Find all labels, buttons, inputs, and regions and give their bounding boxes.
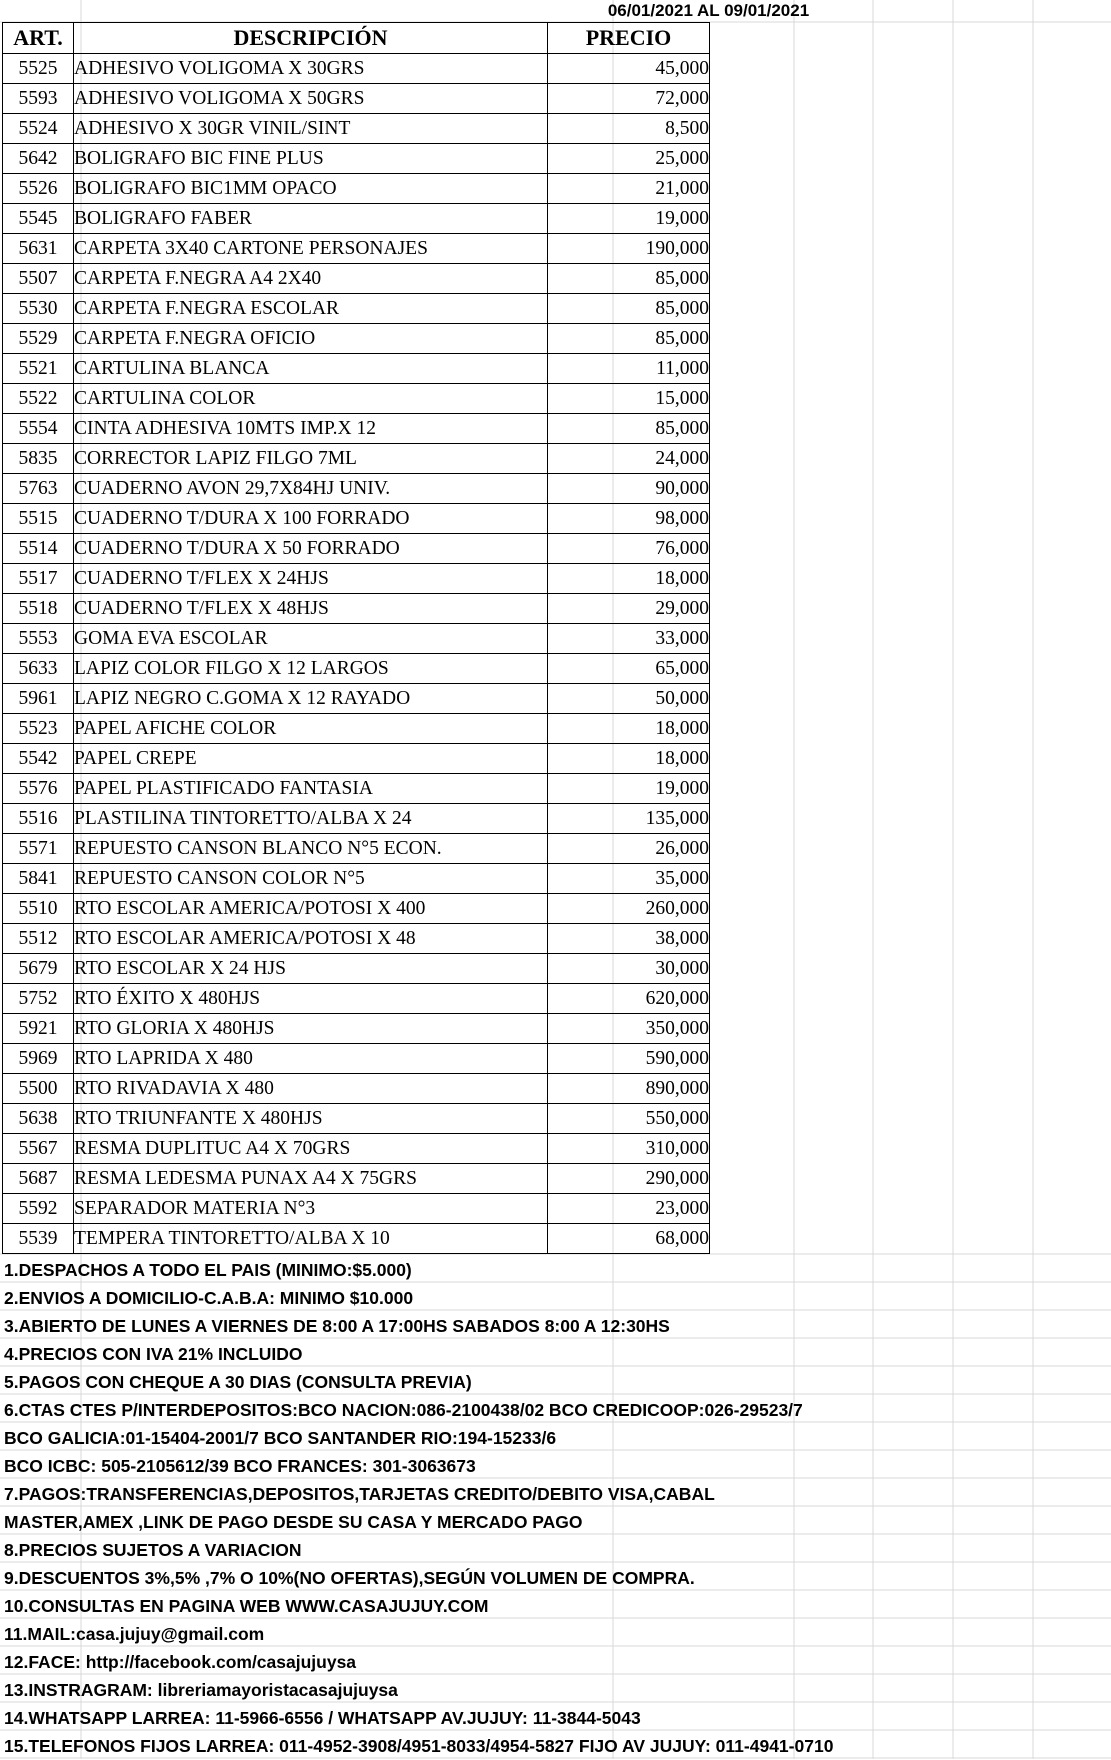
table-row bbox=[3, 294, 710, 324]
item-price: 85,000 bbox=[548, 414, 710, 444]
column-header-art: ART. bbox=[3, 23, 74, 54]
article-code: 5679 bbox=[3, 954, 74, 984]
item-price: 65,000 bbox=[548, 654, 710, 684]
item-price: 90,000 bbox=[548, 474, 710, 504]
note-line: 4.PRECIOS CON IVA 21% INCLUIDO bbox=[4, 1344, 303, 1364]
table-row bbox=[3, 414, 710, 444]
item-price: 85,000 bbox=[548, 294, 710, 324]
article-code: 5524 bbox=[3, 114, 74, 144]
article-code: 5921 bbox=[3, 1014, 74, 1044]
item-price: 260,000 bbox=[548, 894, 710, 924]
table-row bbox=[3, 534, 710, 564]
note-line: 1.DESPACHOS A TODO EL PAIS (MINIMO:$5.000) bbox=[4, 1260, 412, 1280]
table-row bbox=[3, 174, 710, 204]
table-row bbox=[3, 834, 710, 864]
item-price: 85,000 bbox=[548, 264, 710, 294]
item-price: 50,000 bbox=[548, 684, 710, 714]
item-description: CUADERNO T/FLEX X 48HJS bbox=[74, 594, 548, 624]
table-row bbox=[3, 714, 710, 744]
note-line: 2.ENVIOS A DOMICILIO-C.A.B.A: MINIMO $10.000 bbox=[4, 1288, 414, 1308]
table-row bbox=[3, 54, 710, 84]
item-description: RTO ESCOLAR AMERICA/POTOSI X 48 bbox=[74, 924, 548, 954]
item-description: CARPETA 3X40 CARTONE PERSONAJES bbox=[74, 234, 548, 264]
item-description: RTO LAPRIDA X 480 bbox=[74, 1044, 548, 1074]
table-row bbox=[3, 1224, 710, 1254]
item-price: 19,000 bbox=[548, 774, 710, 804]
table-row bbox=[3, 984, 710, 1014]
table-row bbox=[3, 444, 710, 474]
header-row bbox=[3, 23, 710, 54]
item-description: RTO ESCOLAR X 24 HJS bbox=[74, 954, 548, 984]
note-line: 13.INSTRAGRAM: libreriamayoristacasajujuysa bbox=[4, 1680, 398, 1700]
table-row bbox=[3, 324, 710, 354]
article-code: 5545 bbox=[3, 204, 74, 234]
note-line: 15.TELEFONOS FIJOS LARREA: 011-4952-3908/4951-8033/4954-5827 FIJO AV JUJUY: 011-4941-0710 bbox=[4, 1736, 834, 1756]
item-price: 68,000 bbox=[548, 1224, 710, 1254]
article-code: 5542 bbox=[3, 744, 74, 774]
article-code: 5554 bbox=[3, 414, 74, 444]
item-description: PAPEL PLASTIFICADO FANTASIA bbox=[74, 774, 548, 804]
item-description: ADHESIVO VOLIGOMA X 30GRS bbox=[74, 54, 548, 84]
article-code: 5592 bbox=[3, 1194, 74, 1224]
table-row bbox=[3, 264, 710, 294]
item-description: PLASTILINA TINTORETTO/ALBA X 24 bbox=[74, 804, 548, 834]
note-line: BCO ICBC: 505-2105612/39 BCO FRANCES: 301-3063673 bbox=[4, 1456, 476, 1476]
item-description: CORRECTOR LAPIZ FILGO 7ML bbox=[74, 444, 548, 474]
note-line: 3.ABIERTO DE LUNES A VIERNES DE 8:00 A 17:00HS SABADOS 8:00 A 12:30HS bbox=[4, 1316, 670, 1336]
table-row bbox=[3, 1074, 710, 1104]
column-header-description: DESCRIPCIÓN bbox=[74, 23, 548, 54]
table-row bbox=[3, 84, 710, 114]
item-description: CARPETA F.NEGRA ESCOLAR bbox=[74, 294, 548, 324]
item-price: 25,000 bbox=[548, 144, 710, 174]
item-description: RTO TRIUNFANTE X 480HJS bbox=[74, 1104, 548, 1134]
table-row bbox=[3, 114, 710, 144]
table-row bbox=[3, 594, 710, 624]
article-code: 5631 bbox=[3, 234, 74, 264]
item-price: 620,000 bbox=[548, 984, 710, 1014]
item-description: CINTA ADHESIVA 10MTS IMP.X 12 bbox=[74, 414, 548, 444]
table-row bbox=[3, 684, 710, 714]
table-row bbox=[3, 1194, 710, 1224]
article-code: 5571 bbox=[3, 834, 74, 864]
item-price: 45,000 bbox=[548, 54, 710, 84]
item-description: CARTULINA COLOR bbox=[74, 384, 548, 414]
article-code: 5687 bbox=[3, 1164, 74, 1194]
table-row bbox=[3, 144, 710, 174]
item-description: PAPEL CREPE bbox=[74, 744, 548, 774]
article-code: 5530 bbox=[3, 294, 74, 324]
item-price: 29,000 bbox=[548, 594, 710, 624]
table-row bbox=[3, 744, 710, 774]
table-row bbox=[3, 774, 710, 804]
table-row bbox=[3, 204, 710, 234]
item-price: 33,000 bbox=[548, 624, 710, 654]
item-description: GOMA EVA ESCOLAR bbox=[74, 624, 548, 654]
item-price: 23,000 bbox=[548, 1194, 710, 1224]
item-description: CARTULINA BLANCA bbox=[74, 354, 548, 384]
article-code: 5500 bbox=[3, 1074, 74, 1104]
article-code: 5515 bbox=[3, 504, 74, 534]
item-price: 190,000 bbox=[548, 234, 710, 264]
item-description: RTO GLORIA X 480HJS bbox=[74, 1014, 548, 1044]
item-price: 11,000 bbox=[548, 354, 710, 384]
note-line: 11.MAIL:casa.jujuy@gmail.com bbox=[4, 1624, 265, 1644]
item-price: 310,000 bbox=[548, 1134, 710, 1164]
item-description: RESMA LEDESMA PUNAX A4 X 75GRS bbox=[74, 1164, 548, 1194]
article-code: 5567 bbox=[3, 1134, 74, 1164]
note-line: 9.DESCUENTOS 3%,5% ,7% O 10%(NO OFERTAS),SEGÚN VOLUMEN DE COMPRA. bbox=[4, 1568, 695, 1588]
item-description: LAPIZ NEGRO C.GOMA X 12 RAYADO bbox=[74, 684, 548, 714]
table-row bbox=[3, 1014, 710, 1044]
note-line: 12.FACE: http://facebook.com/casajujuysa bbox=[4, 1652, 357, 1672]
table-row bbox=[3, 1104, 710, 1134]
article-code: 5512 bbox=[3, 924, 74, 954]
item-price: 30,000 bbox=[548, 954, 710, 984]
article-code: 5525 bbox=[3, 54, 74, 84]
item-price: 26,000 bbox=[548, 834, 710, 864]
table-row bbox=[3, 624, 710, 654]
item-price: 19,000 bbox=[548, 204, 710, 234]
item-price: 72,000 bbox=[548, 84, 710, 114]
article-code: 5961 bbox=[3, 684, 74, 714]
note-line: 14.WHATSAPP LARREA: 11-5966-6556 / WHATSAPP AV.JUJUY: 11-3844-5043 bbox=[4, 1708, 641, 1728]
item-price: 15,000 bbox=[548, 384, 710, 414]
date-range: 06/01/2021 AL 09/01/2021 bbox=[607, 1, 810, 20]
article-code: 5529 bbox=[3, 324, 74, 354]
table-row bbox=[3, 504, 710, 534]
item-price: 550,000 bbox=[548, 1104, 710, 1134]
item-description: BOLIGRAFO BIC FINE PLUS bbox=[74, 144, 548, 174]
item-price: 24,000 bbox=[548, 444, 710, 474]
item-price: 38,000 bbox=[548, 924, 710, 954]
table-row bbox=[3, 954, 710, 984]
note-line: BCO GALICIA:01-15404-2001/7 BCO SANTANDER RIO:194-15233/6 bbox=[4, 1428, 557, 1448]
table-row bbox=[3, 234, 710, 264]
item-description: CARPETA F.NEGRA OFICIO bbox=[74, 324, 548, 354]
article-code: 5507 bbox=[3, 264, 74, 294]
table-row bbox=[3, 1134, 710, 1164]
note-line: 8.PRECIOS SUJETOS A VARIACION bbox=[4, 1540, 302, 1560]
article-code: 5969 bbox=[3, 1044, 74, 1074]
note-line: MASTER,AMEX ,LINK DE PAGO DESDE SU CASA Y MERCADO PAGO bbox=[4, 1512, 583, 1532]
item-description: CUADERNO T/DURA X 50 FORRADO bbox=[74, 534, 548, 564]
item-description: REPUESTO CANSON BLANCO N°5 ECON. bbox=[74, 834, 548, 864]
item-price: 21,000 bbox=[548, 174, 710, 204]
item-price: 590,000 bbox=[548, 1044, 710, 1074]
item-description: PAPEL AFICHE COLOR bbox=[74, 714, 548, 744]
item-description: BOLIGRAFO FABER bbox=[74, 204, 548, 234]
table-row bbox=[3, 654, 710, 684]
note-line: 5.PAGOS CON CHEQUE A 30 DIAS (CONSULTA PREVIA) bbox=[4, 1372, 472, 1392]
article-code: 5633 bbox=[3, 654, 74, 684]
item-price: 18,000 bbox=[548, 714, 710, 744]
item-description: BOLIGRAFO BIC1MM OPACO bbox=[74, 174, 548, 204]
article-code: 5752 bbox=[3, 984, 74, 1014]
article-code: 5510 bbox=[3, 894, 74, 924]
article-code: 5576 bbox=[3, 774, 74, 804]
item-price: 290,000 bbox=[548, 1164, 710, 1194]
article-code: 5841 bbox=[3, 864, 74, 894]
item-price: 35,000 bbox=[548, 864, 710, 894]
notes-list bbox=[4, 1256, 833, 1760]
item-price: 98,000 bbox=[548, 504, 710, 534]
item-description: LAPIZ COLOR FILGO X 12 LARGOS bbox=[74, 654, 548, 684]
article-code: 5638 bbox=[3, 1104, 74, 1134]
item-price: 890,000 bbox=[548, 1074, 710, 1104]
note-line: 6.CTAS CTES P/INTERDEPOSITOS:BCO NACION:086-2100438/02 BCO CREDICOOP:026-29523/7 bbox=[4, 1400, 803, 1420]
item-description: SEPARADOR MATERIA N°3 bbox=[74, 1194, 548, 1224]
item-description: CUADERNO T/FLEX X 24HJS bbox=[74, 564, 548, 594]
article-code: 5518 bbox=[3, 594, 74, 624]
table-row bbox=[3, 1164, 710, 1194]
table-row bbox=[3, 1044, 710, 1074]
table-row bbox=[3, 864, 710, 894]
article-code: 5521 bbox=[3, 354, 74, 384]
item-description: RTO ESCOLAR AMERICA/POTOSI X 400 bbox=[74, 894, 548, 924]
item-description: CARPETA F.NEGRA A4 2X40 bbox=[74, 264, 548, 294]
note-line: 10.CONSULTAS EN PAGINA WEB WWW.CASAJUJUY.COM bbox=[4, 1596, 489, 1616]
item-price: 76,000 bbox=[548, 534, 710, 564]
note-line: 7.PAGOS:TRANSFERENCIAS,DEPOSITOS,TARJETAS CREDITO/DEBITO VISA,CABAL bbox=[4, 1484, 715, 1504]
article-code: 5642 bbox=[3, 144, 74, 174]
item-price: 135,000 bbox=[548, 804, 710, 834]
item-description: RTO ÉXITO X 480HJS bbox=[74, 984, 548, 1014]
article-code: 5523 bbox=[3, 714, 74, 744]
table-row bbox=[3, 804, 710, 834]
item-price: 350,000 bbox=[548, 1014, 710, 1044]
table-row bbox=[3, 384, 710, 414]
item-description: TEMPERA TINTORETTO/ALBA X 10 bbox=[74, 1224, 548, 1254]
table-row bbox=[3, 474, 710, 504]
article-code: 5514 bbox=[3, 534, 74, 564]
item-description: RESMA DUPLITUC A4 X 70GRS bbox=[74, 1134, 548, 1164]
item-price: 85,000 bbox=[548, 324, 710, 354]
item-description: ADHESIVO VOLIGOMA X 50GRS bbox=[74, 84, 548, 114]
article-code: 5517 bbox=[3, 564, 74, 594]
item-price: 8,500 bbox=[548, 114, 710, 144]
article-code: 5526 bbox=[3, 174, 74, 204]
table-row bbox=[3, 564, 710, 594]
item-price: 18,000 bbox=[548, 564, 710, 594]
item-description: REPUESTO CANSON COLOR N°5 bbox=[74, 864, 548, 894]
article-code: 5835 bbox=[3, 444, 74, 474]
item-description: CUADERNO T/DURA X 100 FORRADO bbox=[74, 504, 548, 534]
table-row bbox=[3, 924, 710, 954]
article-code: 5593 bbox=[3, 84, 74, 114]
table-row bbox=[3, 354, 710, 384]
article-code: 5553 bbox=[3, 624, 74, 654]
article-code: 5516 bbox=[3, 804, 74, 834]
item-description: CUADERNO AVON 29,7X84HJ UNIV. bbox=[74, 474, 548, 504]
item-description: ADHESIVO X 30GR VINIL/SINT bbox=[74, 114, 548, 144]
item-price: 18,000 bbox=[548, 744, 710, 774]
price-table bbox=[2, 22, 710, 1254]
column-header-price: PRECIO bbox=[548, 23, 710, 54]
article-code: 5522 bbox=[3, 384, 74, 414]
article-code: 5539 bbox=[3, 1224, 74, 1254]
table-row bbox=[3, 894, 710, 924]
article-code: 5763 bbox=[3, 474, 74, 504]
item-description: RTO RIVADAVIA X 480 bbox=[74, 1074, 548, 1104]
